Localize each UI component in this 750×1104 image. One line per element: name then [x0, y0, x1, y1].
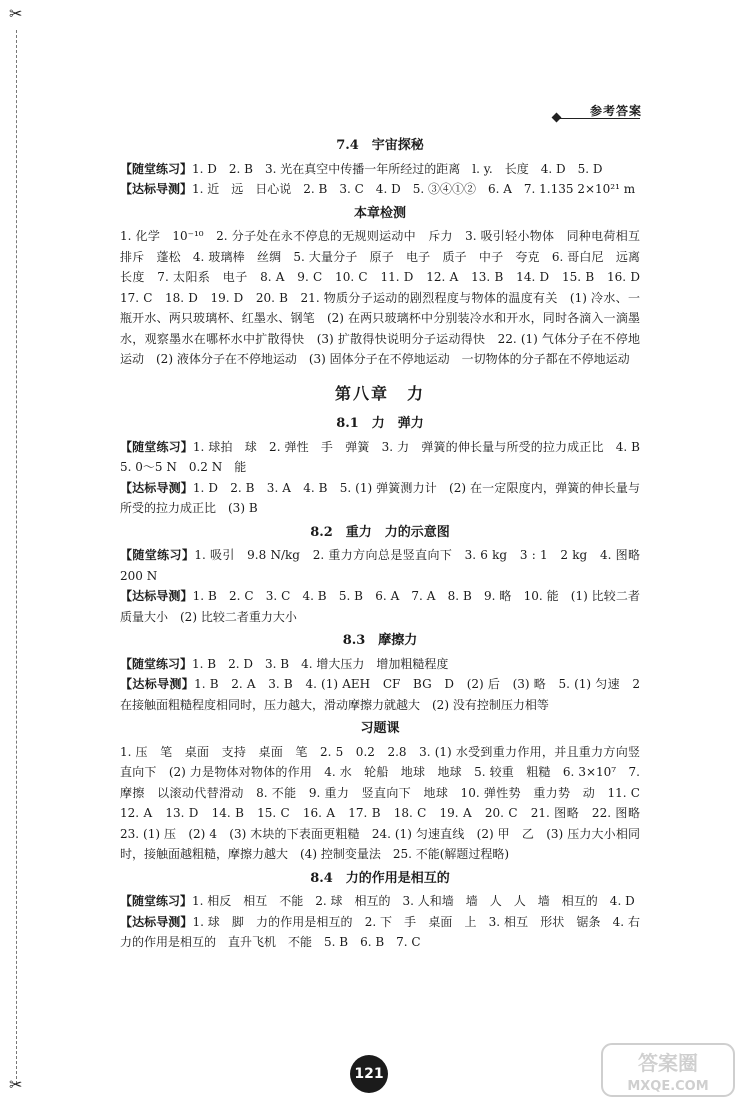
answer-paragraph [120, 674, 653, 715]
watermark-line2: MXQE.COM [627, 1079, 709, 1094]
paragraph-text: 1. D 2. B 3. A 4. B 5. (1) 弹簧测力计 (2) 在一定限度内，弹簧的伸长量与所受的拉力成正比 (3) B [120, 480, 640, 515]
answer-paragraph [120, 912, 653, 953]
answer-paragraph [120, 654, 640, 675]
cut-line [16, 30, 17, 1084]
paragraph-tag: 【随堂练习】 [120, 548, 195, 562]
answer-paragraph [120, 226, 653, 370]
section-7-4 [120, 136, 640, 200]
paragraph-text: 1. B 2. D 3. B 4. 增大压力 增加粗糙程度 [192, 656, 449, 671]
paragraph-tag: 【随堂练习】 [120, 161, 193, 176]
section-title: 8.1 力 弹力 [336, 416, 424, 431]
section-exercise [120, 719, 653, 865]
watermark-logo [600, 1042, 736, 1098]
paragraph-text: 1. 相反 相互 不能 2. 球 相互的 3. 人和墙 墙 人 人 墙 相互的 4. D [192, 894, 635, 908]
paragraph-tag: 【随堂练习】 [120, 439, 193, 454]
scissors-icon: ✂ [9, 1075, 23, 1094]
paragraph-text: 1. 化学 10⁻¹⁰ 2. 分子处在永不停息的无规则运动中 斥力 3. 吸引轻小物体 同种电荷相互排斥 蓬松 4. 玻璃棒 丝绸 5. 大量分子 原子 电子 质子 中子 夸克 6. 哥白尼 远离 长度 7. 太阳系 电子 8. A 9. C 10. C 11. D 12. A 13. B 14. D 15. B 16. D 17. C 18. D 19. D 20. B 21. 物质分子运动的剧烈程度与物体的温度有关 (1) 冷水、一瓶开水、两只玻璃杯、红墨水、钢笔 (2) 在两只玻璃杯中分别装冷水和开水，同时各滴入一滴墨水，观察墨水在哪杯水中扩散得快 (3) 扩散得快说明分子运动得快 22. (1) 气体分子在不停地运动 (2) 液体分子在不停地运动 (3) 固体分子在不停地运动 一切物体的分子都在不停地运动 [120, 229, 653, 366]
paragraph-text: 1. 吸引 9.8 N/kg 2. 重力方向总是竖直向下 3. 6 kg 3 : 1 2 kg 4. 图略 200 N [120, 548, 653, 583]
section-8-2 [120, 523, 653, 628]
answer-paragraph [120, 586, 640, 627]
section-title: 7.4 宇宙探秘 [336, 138, 424, 153]
paragraph-text: 1. B 2. A 3. B 4. (1) AEH CF BG D (2) 后 (3) 略 5. (1) 匀速 2 在接触面粗糙程度相同时，压力越大，滑动摩擦力就越大 (2) 没有控制压力相等 [120, 677, 653, 712]
answer-paragraph [120, 478, 640, 519]
chapter-title: 第八章 力 [334, 383, 425, 403]
page-number-badge [350, 1055, 388, 1093]
answer-paragraph [120, 545, 653, 586]
paragraph-text: 1. 近 远 日心说 2. B 3. C 4. D 5. ③④①② 6. A 7. 1.135 2×10²¹ m [192, 182, 636, 196]
paragraph-text: 1. 压 笔 桌面 支持 桌面 笔 2. 5 0.2 2.8 3. (1) 水受到重力作用，并且重力方向竖直向下 (2) 力是物体对物体的作用 4. 水 轮船 地球 地球 5. 较重 粗糙 6. 3×10⁷ 7. 摩擦 以滚动代替滑动 8. 不能 9. 重力 竖直向下 地球 10. 弹性势 重力势 动 11. C 12. A 13. D 14. B 15. C 16. A 17. B 18. C 19. A 20. C 21. 图略 22. 图略 23. (1) 压 (2) 4 (3) 木块的下表面更粗糙 24. (1) 匀速直线 (2) 甲 乙 (3) 压力大小相同时，接触面越粗糙，摩擦力越大 (4) 控制变量法 25. 不能(解题过程略) [120, 744, 653, 861]
paragraph-text: 1. 球拍 球 2. 弹性 手 弹簧 3. 力 弹簧的伸长量与所受的拉力成正比 4. B 5. 0～5 N 0.2 N 能 [120, 439, 652, 474]
paragraph-tag: 【达标导测】 [120, 589, 193, 603]
watermark-line1: 答案圈 [638, 1051, 698, 1075]
header-rule [560, 118, 640, 119]
paragraph-tag: 【达标导测】 [120, 480, 193, 495]
paragraph-text: 1. 球 脚 力的作用是相互的 2. 下 手 桌面 上 3. 相互 形状 锯条 4. 右 力的作用是相互的 直升飞机 不能 5. B 6. B 7. C [120, 914, 653, 949]
page-header-title: 参考答案 [589, 104, 642, 118]
answer-content [120, 132, 653, 953]
paragraph-text: 1. D 2. B 3. 光在真空中传播一年所经过的距离 l. y. 长度 4. D 5. D [192, 161, 603, 176]
page-number: 121 [354, 1066, 384, 1082]
header-diamond-icon [552, 113, 562, 123]
paragraph-tag: 【随堂练习】 [120, 894, 193, 908]
section-chapter-test [120, 204, 653, 370]
answer-paragraph [120, 437, 652, 478]
section-8-3 [120, 631, 653, 715]
section-title: 本章检测 [353, 205, 406, 221]
scissors-icon: ✂ [9, 4, 23, 23]
paragraph-tag: 【达标导测】 [120, 182, 193, 196]
section-8-4 [120, 869, 653, 953]
section-8-1 [120, 414, 652, 519]
answer-paragraph [120, 179, 640, 200]
paragraph-text: 1. B 2. C 3. C 4. B 5. B 6. A 7. A 8. B 9. 略 10. 能 (1) 比较二者质量大小 (2) 比较二者重力大小 [120, 589, 640, 624]
paragraph-tag: 【达标导测】 [120, 677, 195, 691]
paragraph-tag: 【随堂练习】 [120, 656, 193, 671]
answer-paragraph [120, 891, 640, 912]
section-title: 8.3 摩擦力 [342, 633, 418, 648]
section-title: 8.2 重力 力的示意图 [310, 524, 450, 540]
answer-paragraph [120, 159, 640, 180]
section-title: 8.4 力的作用是相互的 [310, 870, 450, 886]
section-title: 习题课 [360, 721, 400, 736]
answer-paragraph [120, 742, 653, 865]
paragraph-tag: 【达标导测】 [120, 914, 193, 929]
